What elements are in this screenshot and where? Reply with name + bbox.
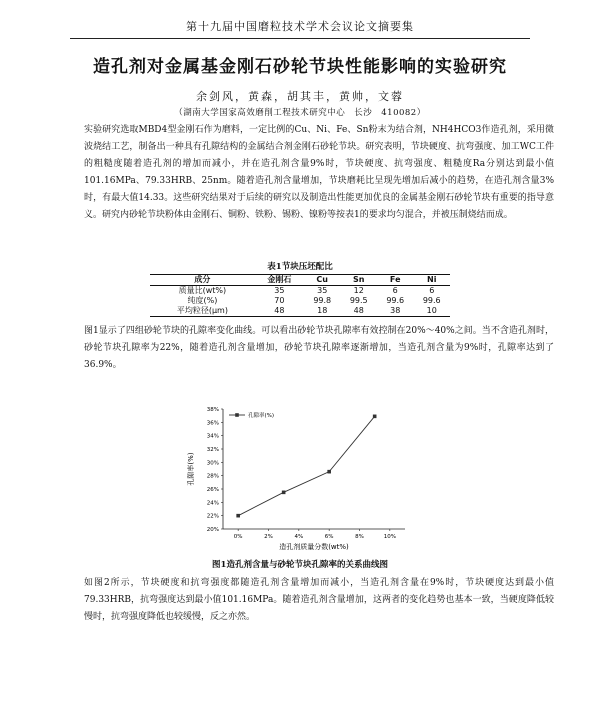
x-tick-label: 4% — [294, 534, 304, 540]
series-line — [238, 416, 375, 515]
chart-axes — [223, 409, 405, 529]
table-row — [150, 306, 450, 317]
running-header: 第十九届中国磨粒技术学术会议论文摘要集 — [70, 18, 530, 39]
table-cell: 99.6 — [422, 296, 441, 305]
table-row — [150, 296, 450, 306]
y-tick-label: 36% — [206, 420, 219, 427]
table-header: Sn — [352, 275, 365, 284]
table-header: Cu — [316, 275, 328, 284]
table-cell: 70 — [274, 296, 285, 305]
table-cell: 6 — [392, 286, 398, 295]
affiliation: （湖南大学国家高效磨削工程技术研究中心 长沙 410082） — [174, 108, 426, 118]
y-tick-label: 38% — [206, 407, 219, 413]
x-tick-label: 10% — [383, 534, 396, 540]
y-tick-label: 32% — [206, 447, 219, 453]
y-tick-label: 30% — [206, 460, 219, 467]
figure-caption: 图1造孔剂含量与砂轮节块孔隙率的关系曲线图 — [212, 560, 388, 570]
table-cell: 35 — [317, 286, 328, 295]
x-tick-label: 2% — [264, 534, 273, 540]
paper-title: 造孔剂对金属基金刚石砂轮节块性能影响的实验研究 — [93, 57, 507, 77]
y-axis-label: 孔隙率(%) — [187, 452, 195, 486]
table-cell: 99.6 — [386, 296, 405, 305]
table-cell: 48 — [274, 306, 285, 315]
data-point — [282, 491, 286, 495]
table-header-row — [150, 275, 450, 286]
table-header: 金刚石 — [267, 275, 292, 284]
table-header: Fe — [389, 275, 401, 284]
y-tick-label: 24% — [206, 500, 219, 507]
table-cell: 6 — [429, 286, 435, 295]
authors: 余剑风，黄森，胡其丰，黄帅，文蓉 — [196, 90, 404, 103]
data-point — [373, 415, 377, 419]
composition-table — [150, 274, 450, 317]
y-tick-label: 20% — [206, 527, 219, 533]
table-caption: 表1节块压坯配比 — [267, 262, 333, 272]
data-point — [327, 470, 331, 474]
paragraph-hardness: 如图2所示，节块硬度和抗弯强度都随造孔剂含量增加而减小，当造孔剂含量在9%时，节块硬度达到最小值79.33HRB，抗弯强度达到最小值101.16MPa。随着造孔剂含量增加，这两者的变化趋势也基本一致，当硬度降低较慢时，抗弯强度降低也较缓慢，反之亦然。 — [84, 578, 554, 622]
x-tick-label: 8% — [355, 534, 364, 540]
table-cell: 质量比(wt%) — [178, 286, 227, 295]
y-axis-ticks — [207, 407, 223, 533]
table-cell: 10 — [426, 306, 437, 315]
legend-marker — [235, 413, 239, 417]
x-axis-ticks — [234, 529, 396, 540]
chart-series — [236, 415, 376, 518]
paragraph-porosity: 图1显示了四组砂轮节块的孔隙率变化曲线。可以看出砂轮节块孔隙率有效控制在20%～40%之间。当不含造孔剂时，砂轮节块孔隙率为22%，随着造孔剂含量增加，砂轮节块孔隙率逐渐增加，当造孔剂含量为9%时，孔隙率达到了36.9%。 — [84, 326, 554, 370]
legend-label: 孔隙率(%) — [248, 413, 275, 419]
y-tick-label: 22% — [206, 513, 219, 520]
table-cell: 12 — [353, 286, 364, 295]
x-axis-label: 造孔剂质量分数(wt%) — [279, 543, 349, 551]
table-cell: 99.8 — [313, 296, 332, 305]
table-cell: 48 — [353, 306, 364, 315]
table-cell: 99.5 — [349, 296, 368, 305]
table-row — [150, 286, 450, 297]
table-cell: 35 — [274, 286, 285, 295]
table-cell: 38 — [390, 306, 401, 315]
paragraph-abstract: 实验研究选取MBD4型金刚石作为磨料，一定比例的Cu、Ni、Fe、Sn粉末为结合剂，NH4HCO3作造孔剂，采用微波烧结工艺，制备出一种具有孔隙结构的金属结合剂金刚石砂轮节块。研究表明，节块硬度、抗弯强度、加工WC工件的粗糙度随着造孔剂的增加而减小，并在造孔剂含量9%时，节块硬度、抗弯强度、粗糙度Ra分别达到最小值101.16MPa、79.33HRB、25nm。随着造孔剂含量增加，节块磨耗比呈现先增加后减小的趋势，在造孔剂含量3%时，有最大值14.33。这些研究结果对于后续的研究以及制造出性能更加优良的金属基金刚石砂轮节块有重要的指导意义。研究内砂轮节块粉体由金刚石、铜粉、铁粉、锡粉、镍粉等按表1的要求均匀混合，并被压制烧结而成。 — [84, 125, 554, 220]
table-cell: 18 — [317, 306, 328, 315]
table-cell: 平均粒径(μm) — [176, 306, 228, 315]
x-tick-label: 6% — [324, 534, 334, 540]
table-header: 成分 — [194, 275, 211, 284]
porosity-chart — [185, 403, 415, 553]
y-tick-label: 34% — [206, 433, 219, 440]
y-tick-label: 26% — [206, 487, 219, 493]
table-cell: 纯度(%) — [187, 296, 218, 305]
y-tick-label: 28% — [206, 473, 219, 480]
chart-legend — [229, 411, 274, 419]
table-header: Ni — [427, 275, 437, 284]
data-point — [236, 514, 240, 518]
x-tick-label: 0% — [233, 534, 243, 540]
